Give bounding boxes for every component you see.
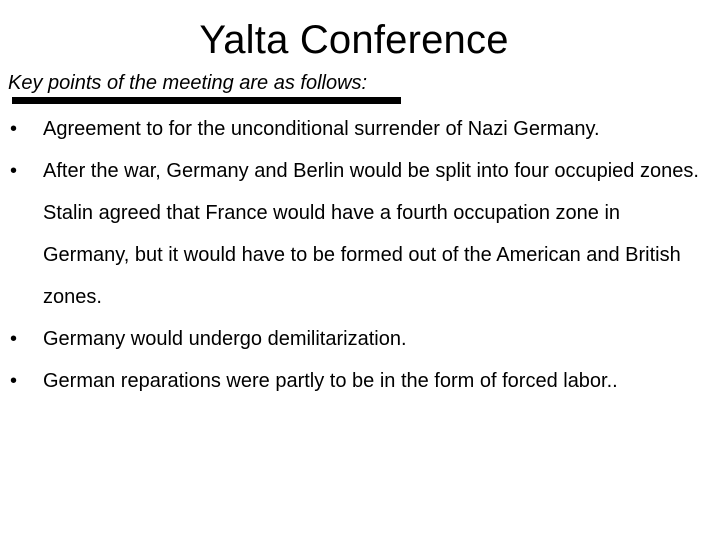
bullet-text: German reparations were partly to be in the form of forced labor.. bbox=[43, 370, 618, 392]
subtitle-underline-bar bbox=[12, 97, 401, 104]
slide-subtitle: Key points of the meeting are as follows: bbox=[8, 72, 368, 94]
bullet-icon: • bbox=[10, 160, 18, 182]
bullet-text: Germany would undergo demilitarization. bbox=[43, 328, 407, 350]
bullet-text: Agreement to for the unconditional surrender of Nazi Germany. bbox=[43, 118, 600, 140]
bullet-list bbox=[0, 108, 720, 402]
bullet-icon: • bbox=[10, 370, 18, 392]
bullet-item bbox=[0, 108, 720, 150]
bullet-item bbox=[0, 360, 720, 402]
bullet-text: After the war, Germany and Berlin would be split into four occupied zones. Stalin agreed that France would have a fourth occupation zone in Germany, but it would have to be formed out of the American and British zones. bbox=[43, 160, 699, 308]
bullet-icon: • bbox=[10, 118, 18, 140]
slide-title: Yalta Conference bbox=[199, 18, 509, 62]
bullet-item bbox=[0, 318, 720, 360]
bullet-icon: • bbox=[10, 328, 18, 350]
bullet-item bbox=[0, 150, 720, 318]
